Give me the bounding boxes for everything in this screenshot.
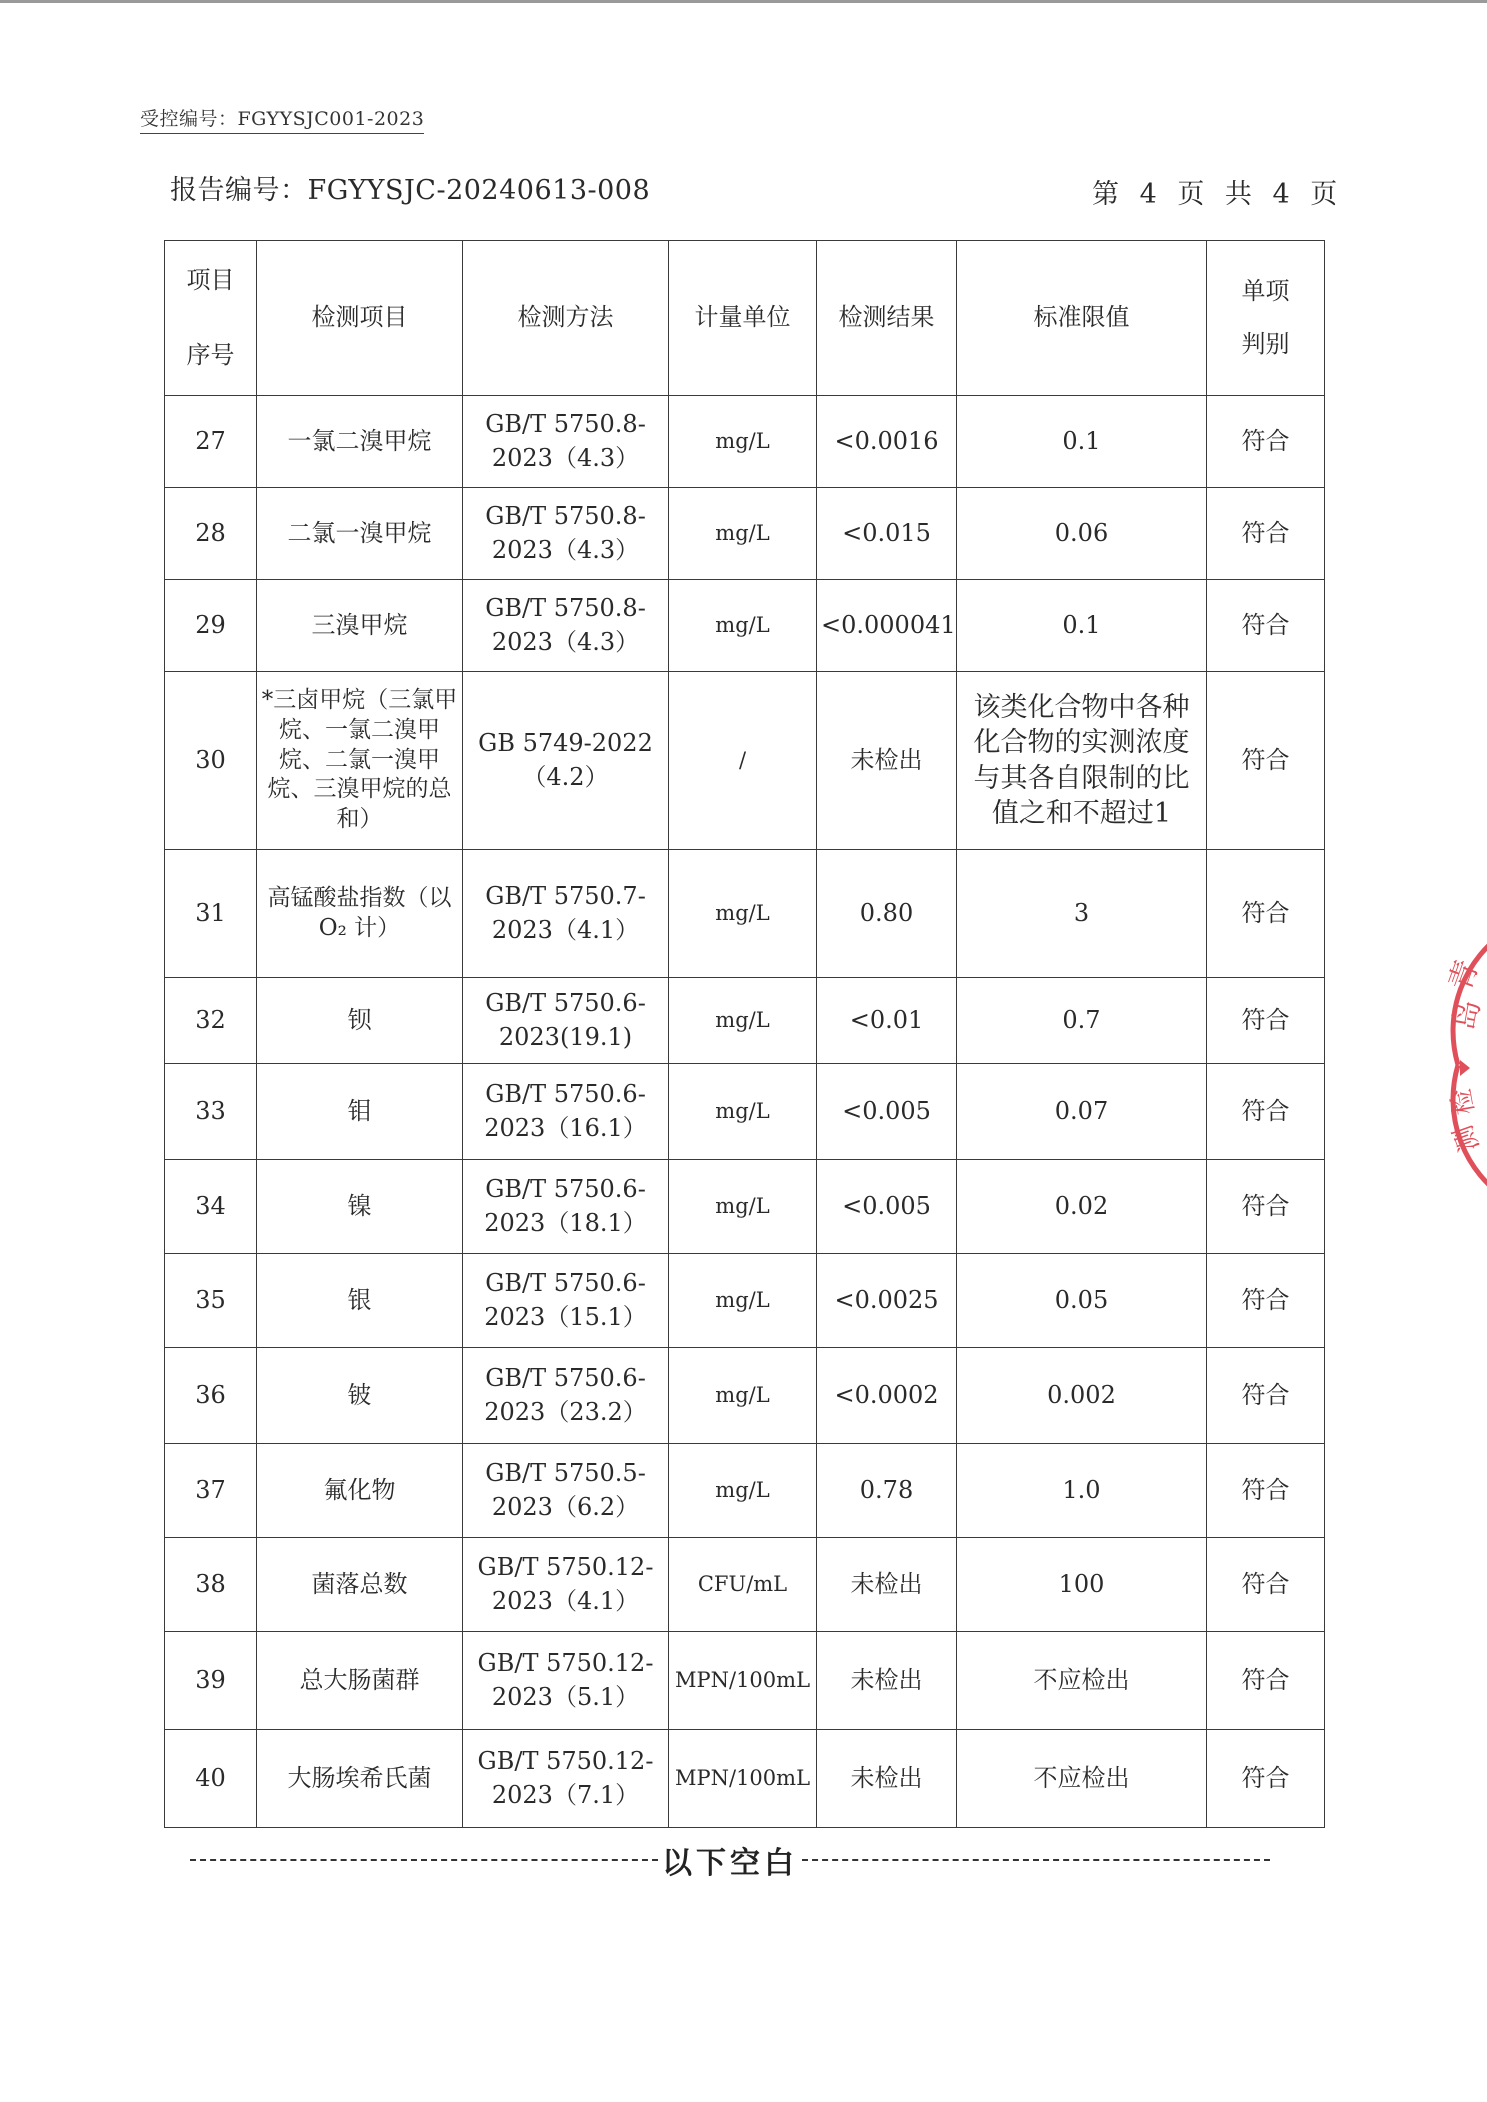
cell-method: GB/T 5750.6-2023（15.1） — [463, 1254, 669, 1348]
table-row — [165, 1064, 1325, 1160]
cell-method: GB/T 5750.12-2023（7.1） — [463, 1730, 669, 1828]
table-row — [165, 1348, 1325, 1444]
cell-unit: mg/L — [669, 978, 817, 1064]
cell-item: *三卤甲烷（三氯甲烷、一氯二溴甲烷、二氯一溴甲烷、三溴甲烷的总和） — [257, 672, 463, 850]
cell-limit: 0.02 — [957, 1160, 1207, 1254]
dash-right — [802, 1859, 1270, 1861]
cell-verdict: 符合 — [1207, 978, 1325, 1064]
cell-seq: 36 — [165, 1348, 257, 1444]
cell-seq: 33 — [165, 1064, 257, 1160]
cell-result: 未检出 — [817, 1730, 957, 1828]
cell-result: 0.78 — [817, 1444, 957, 1538]
cell-item: 氟化物 — [257, 1444, 463, 1538]
table-row — [165, 978, 1325, 1064]
header-limit: 标准限值 — [957, 241, 1207, 396]
cell-unit: MPN/100mL — [669, 1730, 817, 1828]
cell-verdict: 符合 — [1207, 1254, 1325, 1348]
cell-limit: 100 — [957, 1538, 1207, 1632]
cell-result: <0.0016 — [817, 396, 957, 488]
cell-method: GB/T 5750.8-2023（4.3） — [463, 580, 669, 672]
cell-seq: 32 — [165, 978, 257, 1064]
cell-result: <0.015 — [817, 488, 957, 580]
cell-seq: 29 — [165, 580, 257, 672]
cell-limit: 0.06 — [957, 488, 1207, 580]
cell-item: 铍 — [257, 1348, 463, 1444]
cell-limit: 1.0 — [957, 1444, 1207, 1538]
cell-result: 未检出 — [817, 672, 957, 850]
header-result: 检测结果 — [817, 241, 957, 396]
page-number: 第 4 页 共 4 页 — [1092, 179, 1344, 210]
cell-result: 未检出 — [817, 1538, 957, 1632]
cell-seq: 40 — [165, 1730, 257, 1828]
table-row — [165, 396, 1325, 488]
cell-item: 一氯二溴甲烷 — [257, 396, 463, 488]
svg-text:测: 测 — [1448, 1121, 1486, 1156]
cell-unit: MPN/100mL — [669, 1632, 817, 1730]
table-row — [165, 1160, 1325, 1254]
cell-verdict: 符合 — [1207, 1632, 1325, 1730]
cell-item: 总大肠菌群 — [257, 1632, 463, 1730]
svg-text:检: 检 — [1446, 1086, 1481, 1118]
cell-result: 未检出 — [817, 1632, 957, 1730]
cell-result: <0.005 — [817, 1160, 957, 1254]
cell-seq: 28 — [165, 488, 257, 580]
cell-method: GB/T 5750.8-2023（4.3） — [463, 396, 669, 488]
cell-limit: 0.1 — [957, 580, 1207, 672]
cell-unit: mg/L — [669, 580, 817, 672]
cell-seq: 27 — [165, 396, 257, 488]
scan-top-edge — [0, 0, 1487, 3]
cell-method: GB/T 5750.6-2023（16.1） — [463, 1064, 669, 1160]
cell-result: 0.80 — [817, 850, 957, 978]
cell-unit: mg/L — [669, 1160, 817, 1254]
cell-verdict: 符合 — [1207, 1348, 1325, 1444]
cell-verdict: 符合 — [1207, 396, 1325, 488]
cell-verdict: 符合 — [1207, 1730, 1325, 1828]
cell-item: 菌落总数 — [257, 1538, 463, 1632]
cell-unit: / — [669, 672, 817, 850]
cell-result: <0.005 — [817, 1064, 957, 1160]
table-row — [165, 580, 1325, 672]
cell-seq: 30 — [165, 672, 257, 850]
seal-graphic — [1438, 920, 1487, 1210]
table-row — [165, 1538, 1325, 1632]
cell-limit: 0.07 — [957, 1064, 1207, 1160]
cell-unit: mg/L — [669, 488, 817, 580]
cell-unit: mg/L — [669, 1254, 817, 1348]
cell-verdict: 符合 — [1207, 488, 1325, 580]
cell-unit: mg/L — [669, 850, 817, 978]
cell-limit: 该类化合物中各种化合物的实测浓度与其各自限制的比值之和不超过1 — [957, 672, 1207, 850]
dash-left — [190, 1859, 658, 1861]
cell-item: 高锰酸盐指数（以O₂ 计） — [257, 850, 463, 978]
table-row — [165, 850, 1325, 978]
table-row — [165, 672, 1325, 850]
cell-method: GB/T 5750.7-2023（4.1） — [463, 850, 669, 978]
cell-verdict: 符合 — [1207, 1160, 1325, 1254]
cell-verdict: 符合 — [1207, 580, 1325, 672]
cell-item: 二氯一溴甲烷 — [257, 488, 463, 580]
table-row — [165, 1444, 1325, 1538]
blank-below-text: 以下空白 — [662, 1846, 798, 1881]
svg-text:岛: 岛 — [1447, 997, 1487, 1033]
cell-method: GB/T 5750.6-2023(19.1) — [463, 978, 669, 1064]
cell-limit: 0.05 — [957, 1254, 1207, 1348]
cell-limit: 不应检出 — [957, 1730, 1207, 1828]
table-header-row — [165, 241, 1325, 396]
cell-item: 镍 — [257, 1160, 463, 1254]
cell-limit: 0.1 — [957, 396, 1207, 488]
cell-item: 钡 — [257, 978, 463, 1064]
cell-result: <0.0025 — [817, 1254, 957, 1348]
cell-seq: 39 — [165, 1632, 257, 1730]
header-verdict: 单项 判别 — [1207, 241, 1325, 396]
cell-method: GB/T 5750.8-2023（4.3） — [463, 488, 669, 580]
cell-method: GB/T 5750.6-2023（23.2） — [463, 1348, 669, 1444]
table-row — [165, 1254, 1325, 1348]
blank-below-marker — [190, 1838, 1270, 1882]
cell-verdict: 符合 — [1207, 1064, 1325, 1160]
cell-method: GB/T 5750.12-2023（5.1） — [463, 1632, 669, 1730]
cell-limit: 不应检出 — [957, 1632, 1207, 1730]
cell-item: 银 — [257, 1254, 463, 1348]
cell-seq: 38 — [165, 1538, 257, 1632]
cell-result: <0.0002 — [817, 1348, 957, 1444]
table-body — [165, 396, 1325, 1828]
cell-method: GB/T 5750.12-2023（4.1） — [463, 1538, 669, 1632]
cell-verdict: 符合 — [1207, 1538, 1325, 1632]
cell-verdict: 符合 — [1207, 1444, 1325, 1538]
header-item: 检测项目 — [257, 241, 463, 396]
cell-item: 大肠埃希氏菌 — [257, 1730, 463, 1828]
cell-seq: 37 — [165, 1444, 257, 1538]
cell-unit: mg/L — [669, 1064, 817, 1160]
cell-seq: 34 — [165, 1160, 257, 1254]
cell-limit: 0.7 — [957, 978, 1207, 1064]
cell-method: GB 5749-2022（4.2） — [463, 672, 669, 850]
table-row — [165, 488, 1325, 580]
report-number: 报告编号：FGYYSJC-20240613-008 — [170, 175, 651, 206]
cell-unit: mg/L — [669, 396, 817, 488]
cell-verdict: 符合 — [1207, 850, 1325, 978]
header-seq: 项目 序号 — [165, 241, 257, 396]
cell-unit: mg/L — [669, 1348, 817, 1444]
cell-item: 三溴甲烷 — [257, 580, 463, 672]
table-row — [165, 1730, 1325, 1828]
cell-item: 钼 — [257, 1064, 463, 1160]
cell-unit: CFU/mL — [669, 1538, 817, 1632]
table-row — [165, 1632, 1325, 1730]
cell-result: <0.000041 — [817, 580, 957, 672]
cell-unit: mg/L — [669, 1444, 817, 1538]
cell-limit: 0.002 — [957, 1348, 1207, 1444]
cell-method: GB/T 5750.5-2023（6.2） — [463, 1444, 669, 1538]
cell-method: GB/T 5750.6-2023（18.1） — [463, 1160, 669, 1254]
cell-verdict: 符合 — [1207, 672, 1325, 850]
control-number: 受控编号：FGYYSJC001-2023 — [140, 104, 424, 134]
cell-seq: 35 — [165, 1254, 257, 1348]
cell-seq: 31 — [165, 850, 257, 978]
svg-text:青: 青 — [1442, 955, 1486, 996]
header-method: 检测方法 — [463, 241, 669, 396]
cell-result: <0.01 — [817, 978, 957, 1064]
company-seal-stamp — [1438, 920, 1487, 1210]
test-results-table — [164, 240, 1325, 1828]
header-unit: 计量单位 — [669, 241, 817, 396]
cell-limit: 3 — [957, 850, 1207, 978]
